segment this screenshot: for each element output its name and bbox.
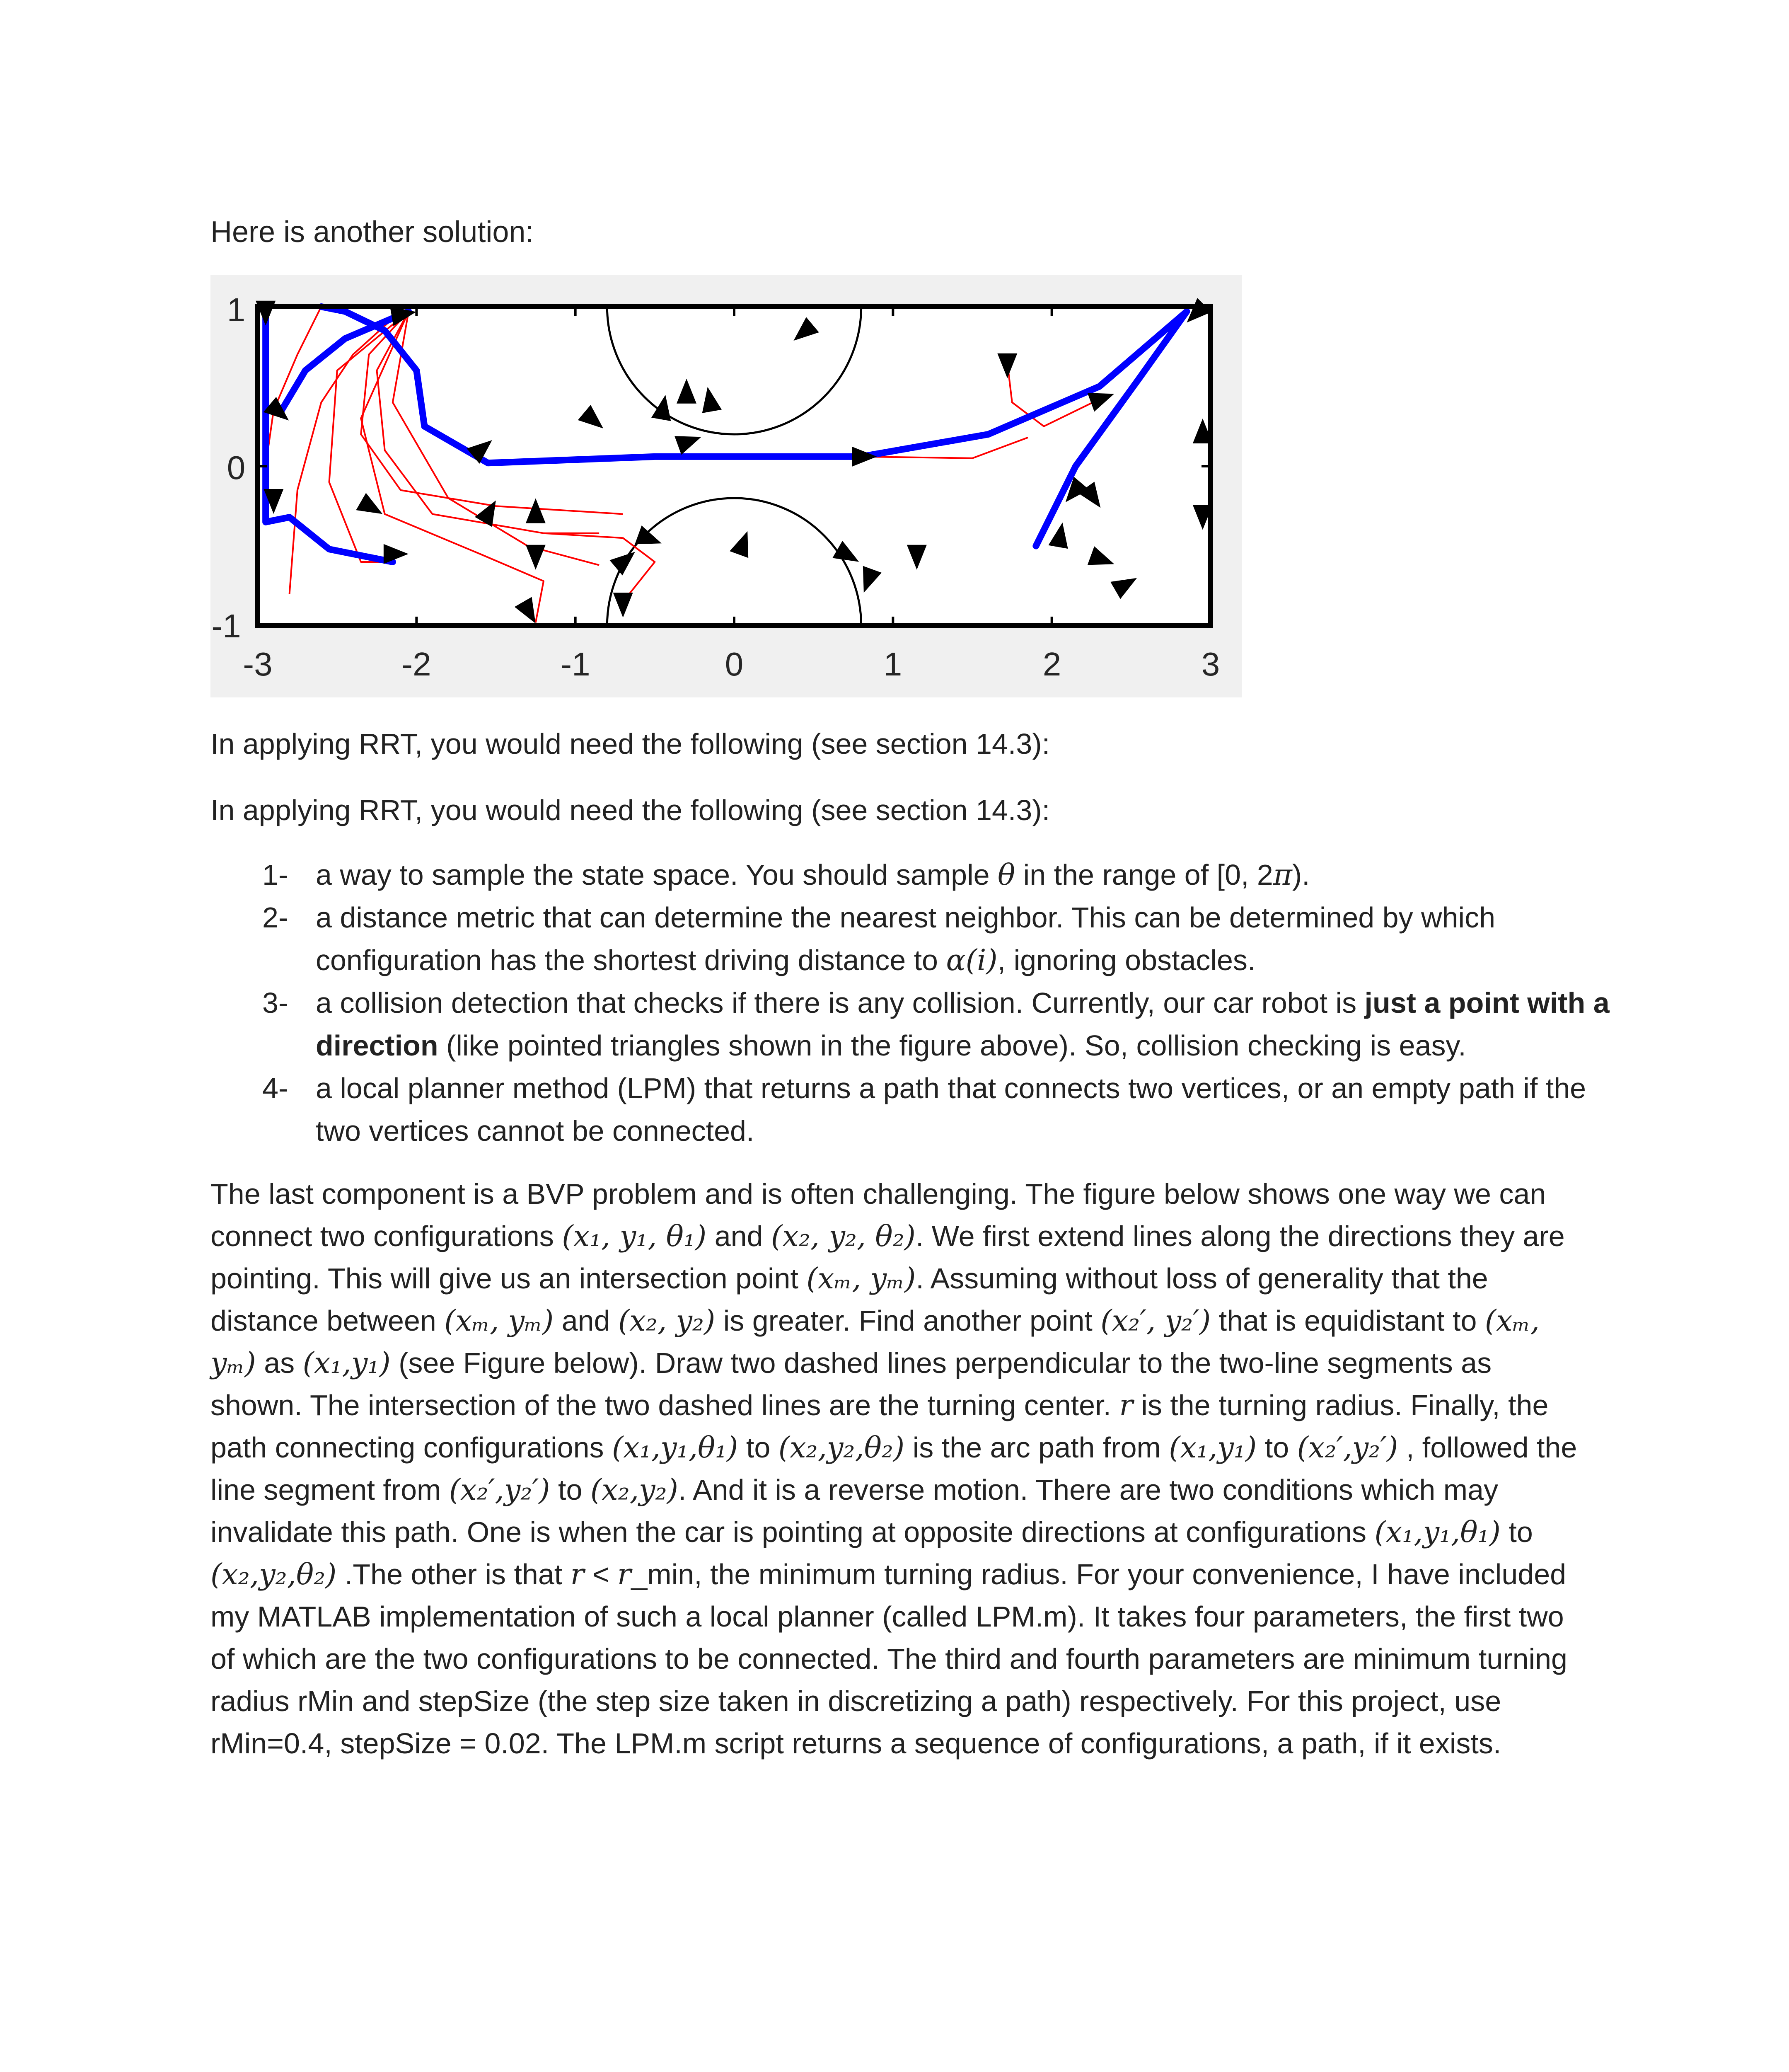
alpha-symbol: α(i) xyxy=(946,943,998,977)
y-tick-label: 0 xyxy=(227,449,246,486)
x-tick-label: -3 xyxy=(243,646,273,683)
x-tick-label: 3 xyxy=(1201,646,1220,683)
requirements-list xyxy=(210,854,1611,1152)
body-paragraph: The last component is a BVP problem and is often challenging. The figure below shows one way we can connect two configurations (x₁, y₁, θ₁) and (x₂, y₂, θ₂). We first extend lines along the directions they are pointing. This will give us an intersection point (xₘ, yₘ). Assuming without loss of generality that the distance between (xₘ, yₘ) and (x₂, y₂) is greater. Find another point (x₂′, y₂′) that is equidistant to (xₘ, yₘ) as (x₁,y₁) (see Figure below). Draw two dashed lines perpendicular to the two-line segments as shown. The intersection of the two dashed lines are the turning center. r is the turning radius. Finally, the path connecting configurations (x₁,y₁,θ₁) to (x₂,y₂,θ₂) is the arc path from (x₁,y₁) to (x₂′,y₂′) , followed the line segment from (x₂′,y₂′) to (x₂,y₂). And it is a reverse motion. There are two conditions which may invalidate this path. One is when the car is pointing at opposite directions at configurations (x₁,y₁,θ₁) to (x₂,y₂,θ₂) .The other is that r < r_min, the minimum turning radius. For your convenience, I have included my MATLAB implementation of such a local planner (called LPM.m). It takes four parameters, the first two of which are the two configurations to be connected. The third and fourth parameters are minimum turning radius rMin and stepSize (the step size taken in discretizing a path) respectively. For this project, use rMin=0.4, stepSize = 0.02. The LPM.m script returns a sequence of configurations, a path, if it exists. xyxy=(210,1178,1577,1760)
intro-text: Here is another solution: xyxy=(210,215,534,249)
section-heading: In applying RRT, you would need the following (see section 14.3): xyxy=(210,794,1050,826)
section-heading: In applying RRT, you would need the following (see section 14.3): xyxy=(210,728,1050,760)
bold-phrase: just a point with a direction xyxy=(316,987,1610,1062)
list-number: 1- xyxy=(262,859,288,891)
list-item: 2- a distance metric that can determine the nearest neighbor. This can be determined by which configuration has the shortest driving distance to α(i), ignoring obstacles. xyxy=(210,896,1611,982)
y-tick-label: 1 xyxy=(227,291,246,328)
list-item: 3- a collision detection that checks if there is any collision. Currently, our car robot is just a point with a direction (like pointed triangles shown in the figure above). So, collision checking is easy. xyxy=(210,982,1611,1067)
pi-symbol: π xyxy=(1273,858,1292,892)
rrt-plot xyxy=(210,275,1242,697)
list-item: 4- a local planner method (LPM) that returns a path that connects two vertices, or an empty path if the two vertices cannot be connected. xyxy=(210,1067,1611,1152)
x-tick-label: -2 xyxy=(401,646,431,683)
list-number: 3- xyxy=(262,987,288,1019)
y-tick-label: -1 xyxy=(211,608,241,644)
list-number: 4- xyxy=(262,1072,288,1104)
x-tick-label: 0 xyxy=(725,646,744,683)
list-number: 2- xyxy=(262,901,288,934)
rrt-figure xyxy=(210,275,1242,697)
list-item: 1- a way to sample the state space. You should sample θ in the range of [0, 2π). xyxy=(210,854,1611,896)
x-tick-label: 1 xyxy=(883,646,902,683)
x-tick-label: 2 xyxy=(1042,646,1061,683)
x-tick-label: -1 xyxy=(561,646,590,683)
theta-symbol: θ xyxy=(998,858,1015,892)
